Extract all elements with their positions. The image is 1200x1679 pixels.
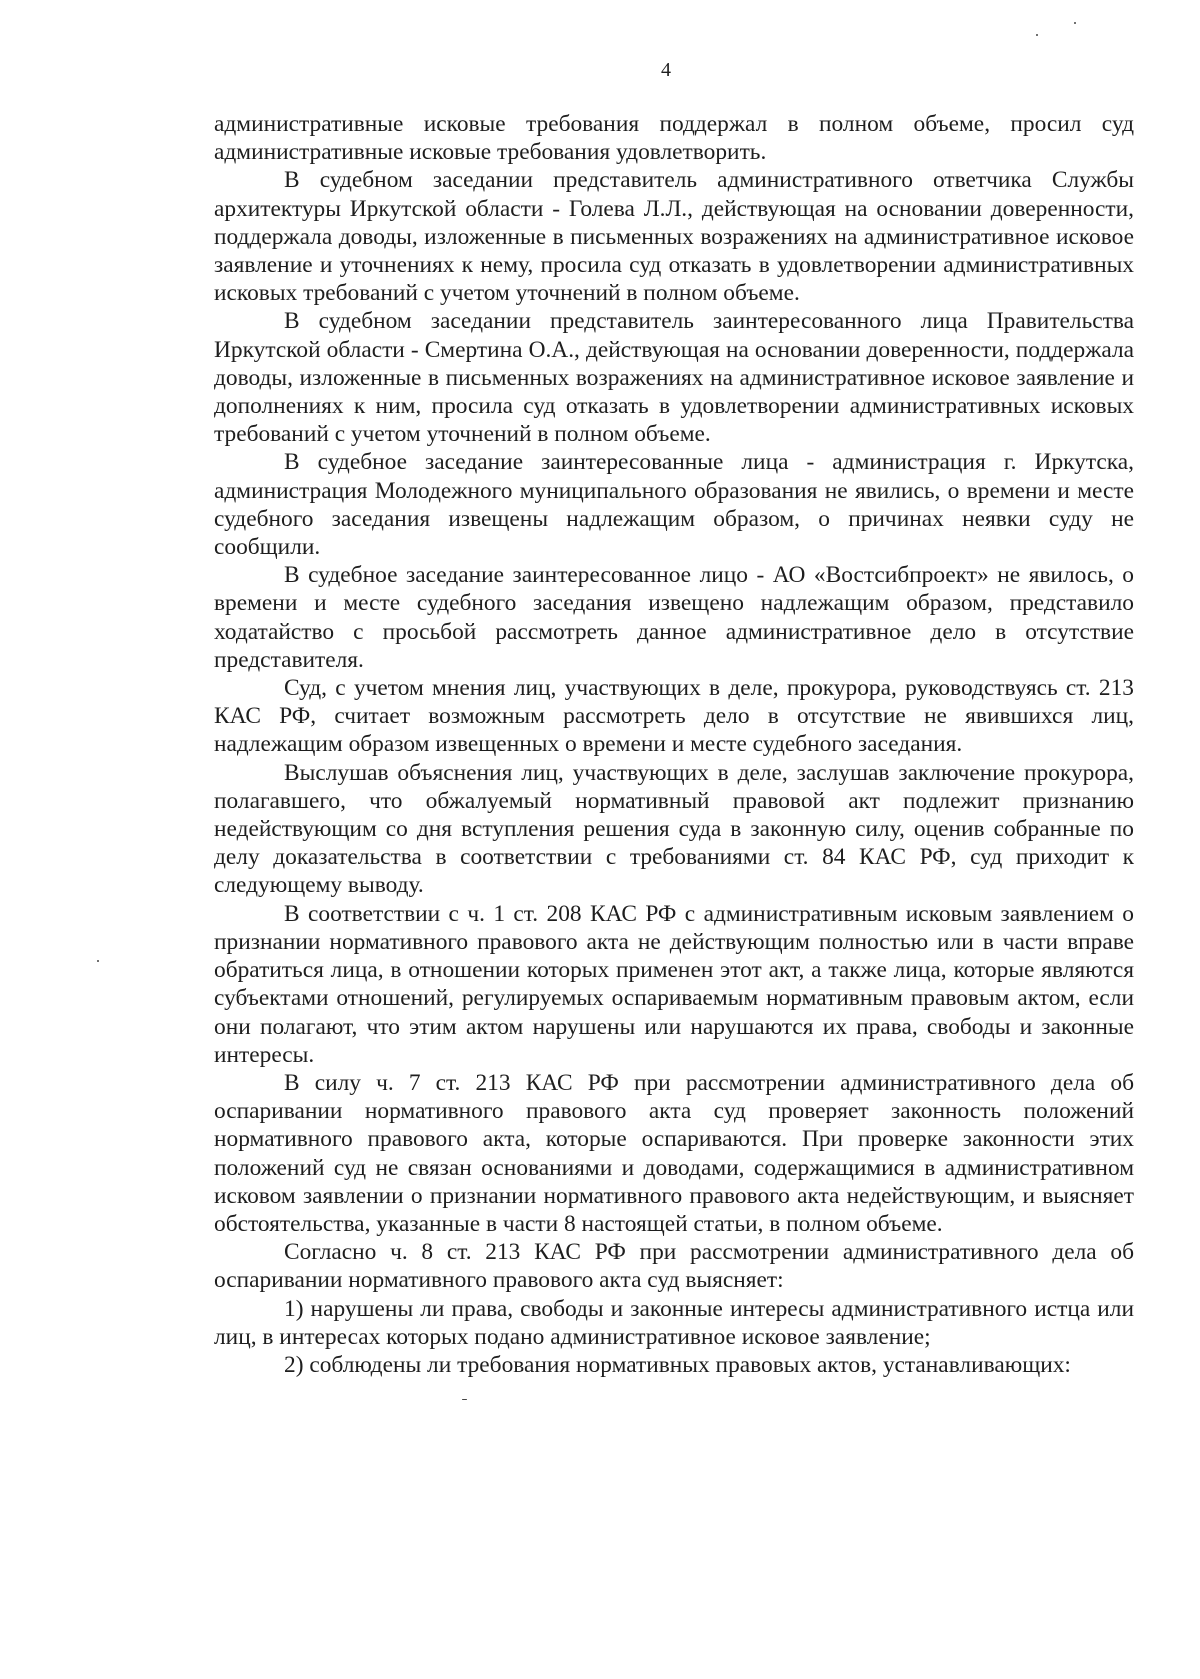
scan-speck: [1074, 22, 1076, 24]
paragraph-article-208: В соответствии с ч. 1 ст. 208 КАС РФ с административным исковым заявлением о признании нормативного правового акта не действующим полностью или в части вправе обратиться лица, в отношении которых применен этот акт, а также лица, которые являются субъектами отношений, регулируемых оспариваемым нормативным правовым актом, если они полагают, что этим актом нарушены или нарушаются их права, свободы и законные интересы.: [214, 900, 1134, 1068]
paragraph-continuation: административные исковые требования поддержал в полном объеме, просил суд административные исковые требования удовлетворить.: [214, 111, 1134, 166]
document-body: [214, 110, 1134, 1379]
paragraph-administrations-absent: В судебное заседание заинтересованные лица - администрация г. Иркутска, администрация Молодежного муниципального образования не явились, о времени и месте судебного заседания извещены надлежащим образом, о причинах неявки суду не сообщили.: [214, 449, 1134, 561]
list-item-1: 1) нарушены ли права, свободы и законные интересы административного истца или лиц, в интересах которых подано административное исковое заявление;: [214, 1295, 1134, 1350]
paragraph-court-decision-to-proceed: Суд, с учетом мнения лиц, участвующих в деле, прокурора, руководствуясь ст. 213 КАС РФ, считает возможным рассмотреть дело в отсутствие не явившихся лиц, надлежащим образом извещенных о времени и месте судебного заседания.: [214, 675, 1134, 758]
paragraph-prosecutor-conclusion: Выслушав объяснения лиц, участвующих в деле, заслушав заключение прокурора, полагавшего, что обжалуемый нормативный правовой акт подлежит признанию недействующим со дня вступления решения суда в законную силу, оценив собранные по делу доказательства в соответствии с требованиями ст. 84 КАС РФ, суд приходит к следующему выводу.: [214, 759, 1134, 899]
paragraph-government-position: В судебном заседании представитель заинтересованного лица Правительства Иркутской области - Смертина О.А., действующая на основании доверенности, поддержала доводы, изложенные в письменных возражениях на административное исковое заявление и дополнениях к ним, просила суд отказать в удовлетворении административных исковых требований с учетом уточнений в полном объеме.: [214, 308, 1134, 448]
scan-speck: [97, 960, 99, 962]
scan-speck: [462, 1399, 467, 1400]
paragraph-respondent-position: В судебном заседании представитель административного ответчика Службы архитектуры Иркутской области - Голева Л.Л., действующая на основании доверенности, поддержала доводы, изложенные в письменных возражениях на административное исковое заявление и уточнениях к нему, просила суд отказать в удовлетворении административных исковых требований с учетом уточнений в полном объеме.: [214, 167, 1134, 307]
list-item-2: 2) соблюдены ли требования нормативных правовых актов, устанавливающих:: [284, 1351, 1071, 1378]
scan-speck: [1036, 34, 1038, 36]
page-number: 4: [661, 59, 671, 81]
paragraph-company-absent: В судебное заседание заинтересованное лицо - АО «Востсибпроект» не явилось, о времени и месте судебного заседания извещено надлежащим образом, представило ходатайство с просьбой рассмотреть данное административное дело в отсутствие представителя.: [214, 562, 1134, 673]
paragraph-article-213-part-8: Согласно ч. 8 ст. 213 КАС РФ при рассмотрении административного дела об оспаривании нормативного правового акта суд выясняет:: [214, 1239, 1134, 1294]
paragraph-article-213-part-7: В силу ч. 7 ст. 213 КАС РФ при рассмотрении административного дела об оспаривании нормативного правового акта суд проверяет законность положений нормативного правового акта, которые оспариваются. При проверке законности этих положений суд не связан основаниями и доводами, содержащимися в административном исковом заявлении о признании нормативного правового акта недействующим, и выясняет обстоятельства, указанные в части 8 настоящей статьи, в полном объеме.: [214, 1069, 1134, 1237]
